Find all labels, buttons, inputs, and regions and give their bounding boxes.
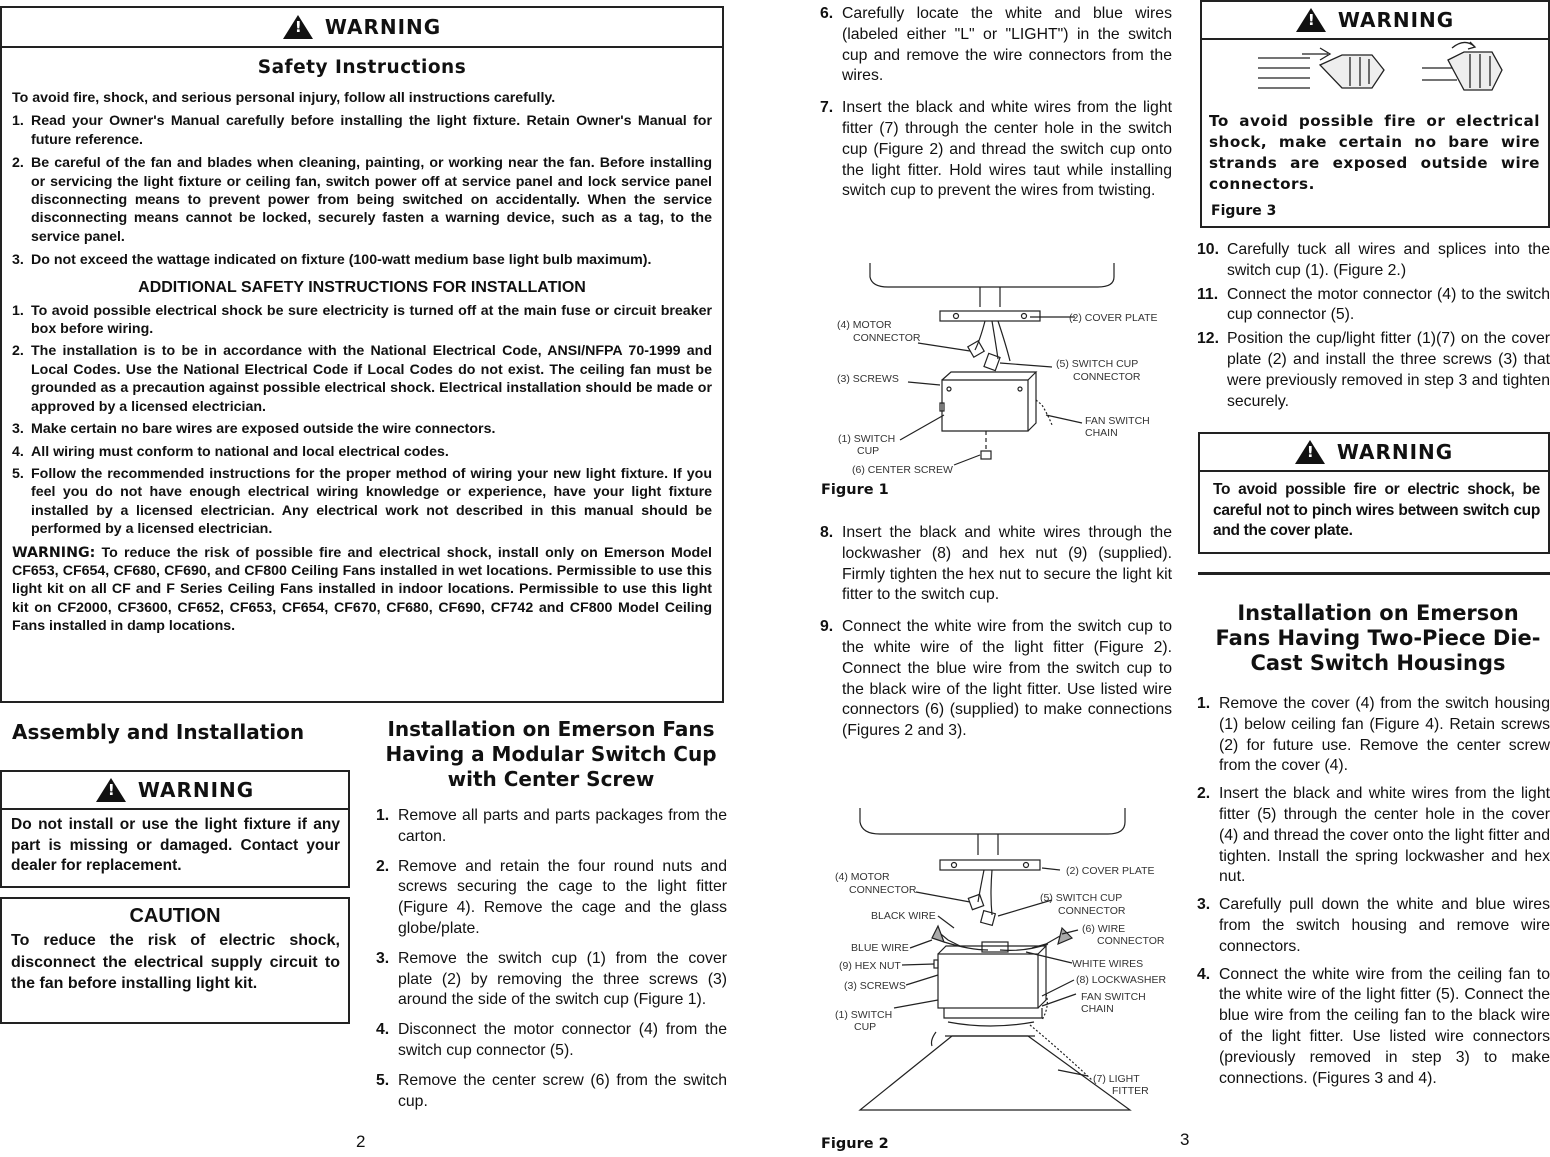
list-item: 3. Do not exceed the wattage indicated on fixture (100-watt medium base light bulb maximum). bbox=[12, 252, 652, 269]
cover-plate bbox=[940, 311, 1040, 321]
figure-3-warning-text: To avoid possible fire or electrical shock, make certain no bare wire strands are exposed outside wire connectors. bbox=[1209, 112, 1540, 193]
pinch-warning-box bbox=[1198, 432, 1550, 554]
switch-cup bbox=[938, 954, 1038, 1008]
figure-2-diagram bbox=[820, 800, 1175, 1130]
label-hex-nut: (9) HEX NUT bbox=[839, 960, 901, 972]
section-divider bbox=[1198, 572, 1550, 575]
additional-safety-list bbox=[12, 302, 712, 539]
label-switch-cup-connector: (5) SWITCH CUP CONNECTOR bbox=[1040, 892, 1126, 917]
list-item: 2. Remove and retain the four round nuts and screws securing the cage to the light fitter (Figure 4). Remove the cage and the glass globe/plate. bbox=[376, 857, 727, 937]
list-item: 2. Be careful of the fan and blades when cleaning, painting, or working near the fan. Before installing or servicing the light fixture or ceiling fan, switch power off at service panel and lock service panel disconnecting means to prevent power from being switched on accidentally. When the service disconnecting means cannot be locked, securely fasten a warning device, such as a tag, to the service panel. bbox=[12, 155, 712, 245]
label-switch-cup-connector: (5) SWITCH CUP CONNECTOR bbox=[1056, 358, 1141, 383]
list-item: 1. To avoid possible electrical shock be sure electricity is turned off at the main fuse or circuit breaker box before wiring. bbox=[12, 302, 712, 338]
label-cover-plate: (2) COVER PLATE bbox=[1066, 865, 1155, 877]
label-fan-switch-chain: FAN SWITCH CHAIN bbox=[1081, 991, 1146, 1015]
caution-text: To reduce the risk of electric shock, disconnect the electrical supply circuit to the fan before installing light kit. bbox=[11, 932, 340, 992]
label-wire-connector: (6) WIRE CONNECTOR bbox=[1082, 923, 1165, 947]
warning-header bbox=[2, 8, 722, 48]
list-item: 9. Connect the white wire from the switch cup to the white wire of the light fitter (Figure 2). Connect the blue wire from the switch cup to the black wire of the light fitter. Use listed wire connectors (6) (supplied) to make connections (Figures 2 and 3). bbox=[820, 618, 1172, 740]
label-motor-connector: (4) MOTOR CONNECTOR bbox=[837, 319, 921, 344]
list-item: 1. Remove the cover (4) from the switch housing (1) below ceiling fan (Figure 4). Retain screws (2) for future use. Remove the center screw from the cover (4). bbox=[1197, 695, 1550, 775]
safety-list bbox=[12, 112, 712, 269]
pinch-warning-text: To avoid possible fire or electric shock, be careful not to pinch wires between switch cup and the cover plate. bbox=[1213, 481, 1540, 539]
label-white-wires: WHITE WIRES bbox=[1072, 958, 1144, 970]
label-lockwasher: (8) LOCKWASHER bbox=[1076, 974, 1167, 986]
label-switch-cup: (1) SWITCH CUP bbox=[838, 433, 896, 457]
list-item: 1. Read your Owner's Manual carefully before installing the light fixture. Retain Owner's Manual for future reference. bbox=[12, 113, 712, 148]
label-screws: (3) SCREWS bbox=[837, 373, 899, 385]
label-screws: (3) SCREWS bbox=[844, 980, 906, 992]
figure-3-illustration bbox=[1202, 40, 1548, 106]
list-item: 1. Remove all parts and parts packages from the carton. bbox=[376, 807, 727, 845]
label-black-wire: BLACK WIRE bbox=[871, 910, 936, 922]
ceiling-fan-housing bbox=[860, 808, 1125, 834]
motor-connector bbox=[968, 894, 983, 909]
list-item: 12. Position the cup/light fitter (1)(7) on the cover plate (2) and install the three screws (3) that were previously removed in step 3 and tighten securely. bbox=[1197, 330, 1550, 410]
list-item: 3. Carefully pull down the white and blue wires from the switch housing and remove wire connectors. bbox=[1197, 896, 1550, 955]
figure-3-warning-box bbox=[1200, 0, 1550, 228]
list-item: 2. The installation is to be in accordance with the National Electrical Code, ANSI/NFPA 70-1999 and Local Codes. Use the National Electrical Code if Local Codes do not exist. The ceiling fan must be grounded as a precaution against possible electrical shock. Electrical installation should be made or approved by a licensed electrician. bbox=[12, 343, 712, 415]
list-item: 4. Connect the white wire from the ceiling fan to the white wire of the light fitter (5). Connect the blue wire from the ceiling fan to the black wire of the light fitter. Use listed wire connectors (previously removed in step 3) to make connections. (Figures 3 and 4). bbox=[1197, 965, 1550, 1087]
modular-steps bbox=[376, 806, 727, 1121]
figure-3-caption: Figure 3 bbox=[1211, 203, 1277, 219]
warning-label: WARNING bbox=[324, 15, 442, 39]
wire-connector-twisted-icon bbox=[1448, 52, 1502, 90]
assembly-warning-text: Do not install or use the light fixture if any part is missing or damaged. Contact your dealer for replacement. bbox=[11, 816, 340, 874]
wire-connector-icon bbox=[1320, 55, 1384, 88]
warning-triangle-icon: ! bbox=[283, 15, 313, 39]
list-item: 5. Remove the center screw (6) from the switch cup. bbox=[376, 1071, 727, 1110]
caution-title: CAUTION bbox=[129, 905, 221, 927]
warning-header: ! WARNING bbox=[1202, 2, 1548, 40]
middle-steps-a bbox=[820, 4, 1172, 211]
page-number-right: 3 bbox=[1180, 1130, 1190, 1149]
list-item: 3. Remove the switch cup (1) from the cover plate (2) by removing the three screws (3) around the side of the switch cup (Figure 1). bbox=[376, 949, 727, 1009]
list-item: 6. Carefully locate the white and blue wires (labeled either "L" or "LIGHT") in the switch cup and remove the wire connectors from the wires. bbox=[820, 5, 1172, 85]
label-fan-switch-chain: FAN SWITCH CHAIN bbox=[1085, 415, 1150, 439]
two-piece-steps bbox=[1197, 694, 1550, 1098]
light-fitter-shade bbox=[860, 1036, 1130, 1110]
label-blue-wire: BLUE WIRE bbox=[851, 942, 909, 954]
wire-connector-right bbox=[1058, 928, 1072, 944]
wire-connector-left bbox=[932, 926, 944, 942]
figure-1-caption: Figure 1 bbox=[821, 482, 889, 498]
safety-intro: To avoid fire, shock, and serious personal injury, follow all instructions carefully. bbox=[12, 90, 556, 106]
switch-cup bbox=[942, 380, 1028, 431]
additional-safety-title: ADDITIONAL SAFETY INSTRUCTIONS FOR INSTALLATION bbox=[138, 278, 586, 296]
label-cover-plate: (2) COVER PLATE bbox=[1069, 312, 1158, 324]
cover-plate bbox=[940, 860, 1040, 870]
list-item: 8. Insert the black and white wires through the lockwasher (8) and hex nut (9) (supplied). Firmly tighten the hex nut to secure the light kit fitter to the switch cup. bbox=[820, 524, 1172, 604]
figure-2-caption: Figure 2 bbox=[821, 1136, 889, 1152]
warning-triangle-icon: ! bbox=[1296, 8, 1326, 32]
label-motor-connector: (4) MOTOR CONNECTOR bbox=[835, 871, 917, 896]
assembly-title: Assembly and Installation bbox=[12, 720, 305, 744]
ceiling-fan-housing bbox=[870, 263, 1114, 287]
list-item: 5. Follow the recommended instructions for the proper method of wiring your new light fixture. If you feel you do not have enough electrical wiring knowledge or experience, have your light fixture installed by a licensed electrician. Any electrical work not described in this manual should be performed by a licensed electrician. bbox=[12, 465, 712, 538]
list-item: 2. Insert the black and white wires from the light fitter (5) through the center hole in the cover (4) and thread the cover onto the light fitter and tighten. Install the spring lockwasher and hex nut. bbox=[1197, 785, 1550, 886]
list-item: 10. Carefully tuck all wires and splices into the switch cup (1). (Figure 2.) bbox=[1197, 241, 1550, 279]
label-light-fitter: (7) LIGHT FITTER bbox=[1093, 1073, 1149, 1097]
modular-title: Installation on Emerson Fans Having a Modular Switch Cup with Center Screw bbox=[385, 717, 717, 791]
middle-steps-b bbox=[820, 523, 1172, 751]
page-number-left: 2 bbox=[356, 1132, 366, 1151]
safety-warning-box bbox=[0, 6, 724, 703]
switch-cup-connector bbox=[984, 353, 1000, 370]
list-item: 4. All wiring must conform to national and local electrical codes. bbox=[12, 443, 449, 460]
list-item: 4. Disconnect the motor connector (4) from the switch cup connector (5). bbox=[376, 1021, 727, 1059]
warning-triangle-icon: ! bbox=[96, 778, 126, 802]
list-item: 11. Connect the motor connector (4) to the switch cup connector (5). bbox=[1197, 285, 1550, 324]
caution-box bbox=[0, 897, 350, 1024]
list-item: 3. Make certain no bare wires are exposed outside the wire connectors. bbox=[12, 421, 496, 438]
warning-header: ! WARNING bbox=[2, 772, 348, 810]
switch-cup-connector bbox=[981, 911, 996, 926]
center-screw bbox=[981, 451, 991, 459]
safety-title: Safety Instructions bbox=[257, 57, 467, 78]
warning-header: ! WARNING bbox=[1200, 434, 1548, 472]
list-item: 7. Insert the black and white wires from the light fitter (7) through the center hole in the switch cup (Figure 2) and thread the switch cup onto the light fitter. Hold wires taut while installing switch cup to prevent the wires from twisting. bbox=[820, 99, 1172, 200]
figure-1-diagram bbox=[820, 255, 1170, 485]
final-warning-text: WARNING: To reduce the risk of possible fire and electrical shock, install only on Emerson Model CF653, CF654, CF680, CF690, and CF800 Ceiling Fans installed in wet locations. Permissible to use this light kit on all CF and F Series Ceiling Fans installed in indoor locations. Permissible to use this light kit on CF2000, CF3600, CF652, CF653, CF654, CF670, CF680, CF690, CF742 and CF800 Model Ceiling Fans installed in damp locations. bbox=[12, 544, 712, 635]
final-warning-label: WARNING: bbox=[12, 544, 96, 561]
assembly-warning-box bbox=[0, 770, 350, 888]
label-switch-cup: (1) SWITCH CUP bbox=[835, 1009, 893, 1033]
label-center-screw: (6) CENTER SCREW bbox=[852, 464, 953, 476]
warning-triangle-icon: ! bbox=[1295, 440, 1325, 464]
two-piece-title: Installation on Emerson Fans Having Two-Piece Die-Cast Switch Housings bbox=[1215, 601, 1541, 675]
right-steps bbox=[1197, 240, 1550, 421]
